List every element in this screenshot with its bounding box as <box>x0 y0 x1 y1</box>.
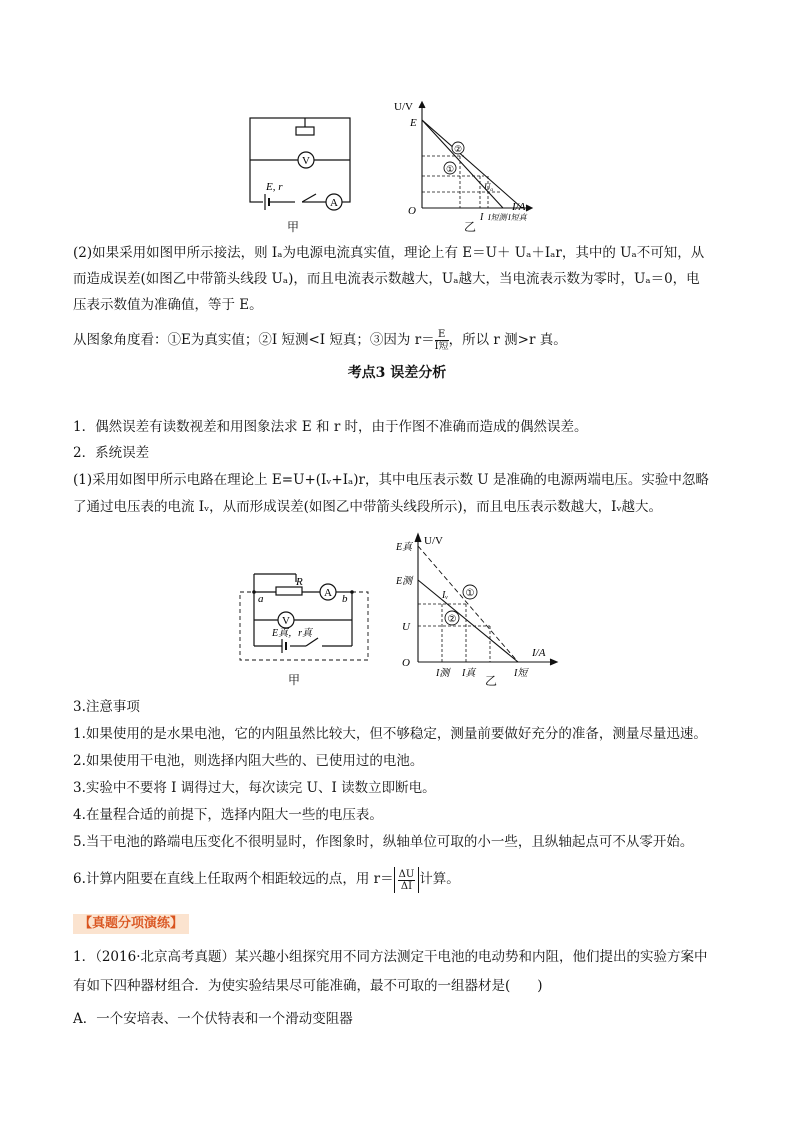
graph1-e-label: E <box>410 117 417 129</box>
delta-u: ΔU <box>398 868 415 880</box>
practice-tag: 【真题分项演练】 <box>73 914 189 934</box>
graph2-x-axis-label: I/A <box>532 647 546 659</box>
graph2-iv-label: Iᵥ <box>442 590 449 601</box>
note-6-b: 计算。 <box>419 871 460 887</box>
figure2-caption-right: 乙 <box>485 674 498 688</box>
figure1-graph <box>390 96 540 226</box>
question1-line2: 有如下四种器材组合．为使实验结果尽可能准确，最不可取的一组器材是( ) <box>73 978 543 994</box>
para1-line4 <box>73 327 723 353</box>
figure1-caption-left: 甲 <box>287 220 300 234</box>
note-1: 1.如果使用的是水果电池，它的内阻虽然比较大，但不够稳定，测量前要做好充分的准备，测量尽量迅速。 <box>73 726 707 742</box>
rheostat-label: R <box>296 576 303 588</box>
section-title: 考点3 误差分析 <box>347 365 447 381</box>
graph2-line2-label: ② <box>447 614 457 625</box>
voltmeter-label: V <box>302 155 310 167</box>
graph2-y-axis-label: U/V <box>424 535 443 547</box>
question1-option-a: A．一个安培表、一个伏特表和一个滑动变阻器 <box>73 1011 353 1027</box>
graph1-line2-label: ② <box>453 144 463 154</box>
graph1-i-label: I <box>480 212 484 223</box>
graph2-line1-label: ① <box>465 588 475 599</box>
voltmeter2-label: V <box>282 615 290 627</box>
list-item-1: 1．偶然误差有读数视差和用图象法求 E 和 r 时，由于作图不准确而造成的偶然误差。 <box>73 419 588 435</box>
para1-line4-b: ，所以 r 测>r 真。 <box>448 332 567 348</box>
source-label: E, r <box>266 181 283 193</box>
graph1-i-true-short: I短真 <box>508 213 527 222</box>
figure2-caption-left: 甲 <box>288 673 301 687</box>
note-4: 4.在量程合适的前提下，选择内阻大一些的电压表。 <box>73 807 383 823</box>
figure2-graph <box>394 532 564 682</box>
note-3: 3.实验中不要将 I 调得过大，每次读完 U、I 读数立即断电。 <box>73 780 436 796</box>
source2-label: E真，r真 <box>272 628 312 639</box>
graph1-origin-label: O <box>408 205 416 217</box>
delta-i: ΔI <box>400 880 413 892</box>
ammeter-label: A <box>330 197 338 209</box>
question1-line1: 1．（2016·北京高考真题）某兴趣小组探究用不同方法测定干电池的电动势和内阻，他们提出的实验方案中 <box>73 949 708 965</box>
graph2-i-short-label: I短 <box>514 668 528 679</box>
notes-heading: 3.注意事项 <box>73 699 140 715</box>
list-item-3-line1: (1)采用如图甲所示电路在理论上 E=U+(Iᵥ+Iₐ)r，其中电压表示数 U 是准确的电源两端电压。实验中忽略 <box>73 472 709 488</box>
graph1-x-axis-label: I/A <box>512 201 526 213</box>
graph1-i-measured-short: I短测 <box>488 213 507 222</box>
graph2-i-meas-label: I测 <box>436 668 450 679</box>
note-6 <box>73 866 723 893</box>
figure1-caption-right: 乙 <box>464 220 477 234</box>
para1-line2: 而造成误差(如图乙中带箭头线段 Uₐ)，而且电流表示数越大，Uₐ越大，当电流表示数为零时，Uₐ＝0，电 <box>73 271 700 287</box>
figure1-circuit <box>240 110 370 218</box>
graph1-line1-label: ① <box>445 164 455 174</box>
figure2-circuit <box>236 566 376 666</box>
list-item-3-line2: 了通过电压表的电流 Iᵥ，从而形成误差(如图乙中带箭头线段所示)，而且电压表示数越大，Iᵥ越大。 <box>73 499 663 515</box>
fraction-denominator: I短 <box>434 341 449 352</box>
graph2-u-label: U <box>402 621 410 633</box>
para1-line1: (2)如果采用如图甲所示接法，则 Iₐ为电源电流真实值，理论上有 E＝U＋ Uₐ＋Iₐr，其中的 Uₐ不可知，从 <box>73 245 705 261</box>
graph2-e-meas-label: E测 <box>396 576 413 587</box>
node-b-label: b <box>342 593 348 605</box>
note-5: 5.当干电池的路端电压变化不很明显时，作图象时，纵轴单位可取的小一些，且纵轴起点可不从零开始。 <box>73 834 694 850</box>
note-6-a: 6.计算内阻要在直线上任取两个相距较远的点，用 r＝ <box>73 871 394 887</box>
graph2-e-true-label: E真 <box>396 542 413 553</box>
note-2: 2.如果使用干电池，则选择内阻大些的、已使用过的电池。 <box>73 753 424 769</box>
list-item-2: 2．系统误差 <box>73 445 150 461</box>
ammeter2-label: A <box>324 587 332 599</box>
graph2-i-true-label: I真 <box>462 668 476 679</box>
graph1-y-axis-label: U/V <box>394 101 413 113</box>
r-fraction <box>435 329 449 352</box>
para1-line4-a: 从图象角度看：①E为真实值；②I 短测<I 短真；③因为 r＝ <box>73 332 435 348</box>
fraction-numerator: E <box>435 329 449 341</box>
graph1-ua-label: Uₐ <box>484 182 494 192</box>
graph2-origin-label: O <box>402 657 410 669</box>
node-a-label: a <box>258 593 264 605</box>
delta-fraction <box>394 867 420 893</box>
para1-line3: 压表示数值为准确值，等于 E。 <box>73 297 263 313</box>
